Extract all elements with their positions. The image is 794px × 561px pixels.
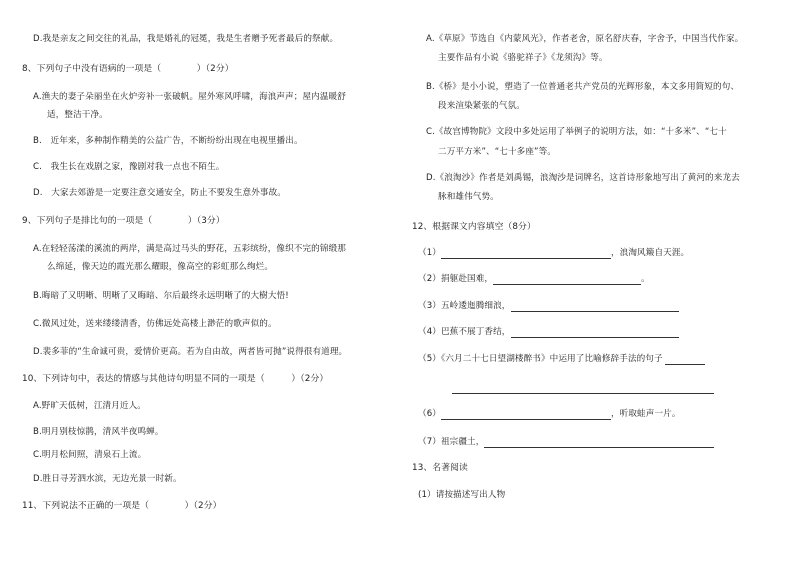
q10-option-d: D.胜日寻芳泗水滨，无边光景一时新。 bbox=[33, 474, 182, 484]
q12-item-6-suffix: ，听取蛙声一片。 bbox=[610, 409, 681, 419]
q11-option-c-line1: C.《故宫博物院》文段中多处运用了举例子的说明方法，如：“十多米”、“七十 bbox=[426, 127, 727, 137]
q12-title: 12、根据课文内容填空（8分） bbox=[412, 222, 536, 232]
q13-sub-1: (1）请按描述写出人物 bbox=[418, 490, 506, 500]
q12-item-6-blank[interactable] bbox=[441, 410, 611, 420]
q7-option-d: D.我是亲友之间交往的礼品，我是婚礼的冠冕，我是生者赠予死者最后的祭献。 bbox=[33, 34, 339, 44]
q9-option-a-line2: 么绵延，像天边的霞光那么耀眼，像高空的彩虹那么绚烂。 bbox=[47, 262, 274, 272]
q12-item-5-line2 bbox=[452, 383, 714, 394]
q12-item-2-suffix: 。 bbox=[641, 274, 650, 284]
q12-item-5-text: （5）《六月二十七日望湖楼醉书》中运用了比喻修辞手法的句子 bbox=[418, 354, 663, 364]
q12-item-3-prefix: （3）五岭逶迤腾细浪， bbox=[418, 301, 511, 311]
q13-title: 13、名著阅读 bbox=[412, 463, 468, 473]
q11-option-d-line1: D.《浪淘沙》作者是刘禹锡，浪淘沙是词牌名，这首诗形象地写出了黄河的来龙去 bbox=[426, 173, 740, 183]
q12-item-4-prefix: （4）巴蕉不展丁香结， bbox=[418, 327, 511, 337]
q12-item-7-prefix: （7）祖宗疆土， bbox=[418, 437, 485, 447]
q8-option-c: C. 我生长在戏剧之家，豫剧对我一点也不陌生。 bbox=[33, 162, 225, 172]
q12-item-2-blank[interactable] bbox=[493, 275, 641, 285]
q10-option-c: C.明月松间照，清泉石上流。 bbox=[33, 450, 147, 460]
q9-option-a-line1: A.在轻轻荡漾的溪流的两岸，满是高过马头的野花，五彩缤纷，像织不完的锦缎那 bbox=[33, 244, 346, 254]
q12-item-5 bbox=[418, 354, 705, 365]
q11-option-c-line2: 二万平方米”、“七十多座”等。 bbox=[438, 147, 556, 157]
q8-option-d: D. 大家去郊游是一定要注意交通安全，防止不要发生意外事故。 bbox=[33, 188, 286, 198]
q11-option-b-line1: B.《桥》是小小说，塑造了一位普通老共产党员的光辉形象，本文多用简短的句、 bbox=[426, 82, 740, 92]
q9-option-d: D.裴多菲的“生命诚可贵，爱情价更高。若为自由故，两者皆可抛”说得很有道理。 bbox=[33, 347, 348, 357]
q11-option-b-line2: 段来渲染紧张的气氛。 bbox=[438, 101, 525, 111]
q12-item-6 bbox=[418, 409, 681, 420]
q11-option-a-line1: A.《草原》节选自《内蒙风光》，作者老舍，原名舒庆春，字舍予，中国当代作家。 bbox=[426, 34, 744, 44]
q12-item-1 bbox=[418, 248, 689, 259]
q11-title: 11、下列说法不正确的一项是（ ）（2分） bbox=[22, 501, 222, 511]
q9-title: 9、下列句子是排比句的一项是（ ）（3分） bbox=[22, 216, 225, 226]
q12-item-7 bbox=[418, 437, 714, 448]
q12-item-4 bbox=[418, 327, 679, 338]
q11-option-a-line2: 主要作品有小说《骆驼祥子》《龙须沟》等。 bbox=[438, 53, 608, 63]
q9-option-c: C.微风过处，送来缕缕清香，仿佛远处高楼上渺茫的歌声似的。 bbox=[33, 319, 277, 329]
q10-option-a: A.野旷天低树，江清月近人。 bbox=[33, 401, 146, 411]
q12-item-5-blank[interactable] bbox=[665, 355, 705, 365]
q12-item-2 bbox=[418, 274, 650, 285]
q12-item-3 bbox=[418, 301, 679, 312]
q12-item-1-blank[interactable] bbox=[441, 249, 611, 259]
q8-title: 8、下列句子中没有语病的一项是（ ）（2分） bbox=[22, 64, 234, 74]
q12-item-6-prefix: （6） bbox=[418, 409, 441, 419]
q12-item-5-blank-line2[interactable] bbox=[452, 384, 714, 394]
q10-title: 10、下列诗句中，表达的情感与其他诗句明显不同的一项是（ ）（2分） bbox=[22, 374, 329, 384]
q8-option-b: B. 近年来，多种制作精美的公益广告，不断纷纷出现在电视里播出。 bbox=[33, 136, 303, 146]
q12-item-1-prefix: （1） bbox=[418, 248, 441, 258]
q12-item-4-blank[interactable] bbox=[511, 328, 679, 338]
q8-option-a-line1: A.渔夫的妻子朵丽坐在火炉旁补一张破帆。屋外寒风呼啸，海浪声声；屋内温暖舒 bbox=[33, 92, 346, 102]
q12-item-3-blank[interactable] bbox=[511, 302, 679, 312]
q12-item-1-suffix: ，浪淘风簸自天涯。 bbox=[610, 248, 690, 258]
q10-option-b: B.明月别枝惊鹊，清风半夜鸣蝉。 bbox=[33, 427, 164, 437]
q12-item-7-blank[interactable] bbox=[484, 438, 714, 448]
q12-item-2-prefix: （2）捐躯赴国难， bbox=[418, 274, 494, 284]
q9-option-b: B.晦暗了又明晰、明晰了又晦暗、尔后最终永远明晰了的大樹大悟! bbox=[33, 291, 289, 301]
q8-option-a-line2: 适，整洁干净。 bbox=[47, 110, 108, 120]
q11-option-d-line2: 脉和雄伟气势。 bbox=[438, 192, 499, 202]
